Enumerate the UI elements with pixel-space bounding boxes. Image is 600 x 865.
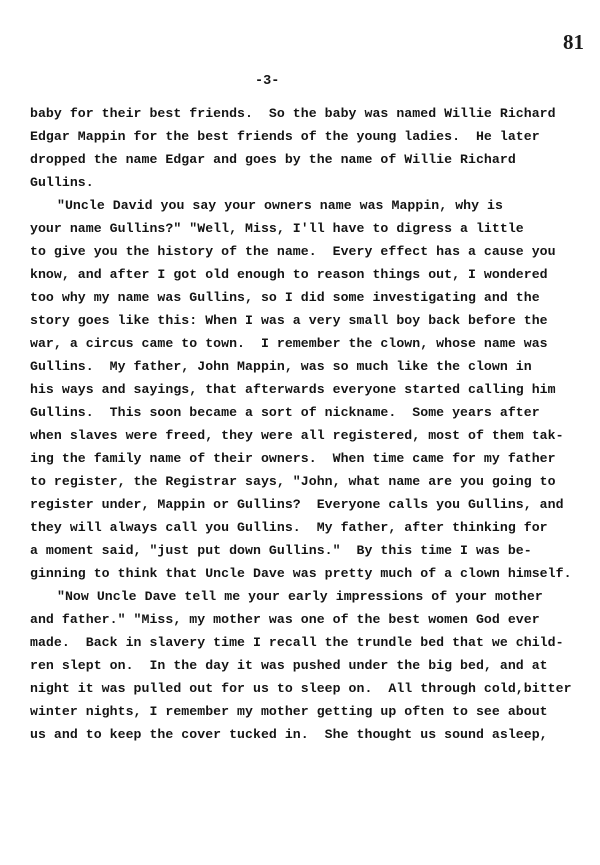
text-line: when slaves were freed, they were all registered, most of them tak-	[30, 428, 564, 443]
text-line: know, and after I got old enough to reason things out, I wondered	[30, 267, 548, 282]
text-line: and father." "Miss, my mother was one of the best women God ever	[30, 612, 540, 627]
text-line: made. Back in slavery time I recall the trundle bed that we child-	[30, 635, 564, 650]
text-line: they will always call you Gullins. My father, after thinking for	[30, 520, 548, 535]
text-line: winter nights, I remember my mother getting up often to see about	[30, 704, 548, 719]
text-line: Gullins. This soon became a sort of nickname. Some years after	[30, 405, 540, 420]
text-line: night it was pulled out for us to sleep on. All through cold,bitter	[30, 681, 572, 696]
text-line: your name Gullins?" "Well, Miss, I'll have to digress a little	[30, 221, 524, 236]
body-text	[30, 102, 570, 746]
page-number: 81	[563, 30, 584, 54]
text-line: dropped the name Edgar and goes by the name of Willie Richard	[30, 152, 516, 167]
text-line: Gullins.	[30, 175, 94, 190]
text-line: "Uncle David you say your owners name was Mappin, why is	[57, 198, 503, 213]
text-line: ren slept on. In the day it was pushed under the big bed, and at	[30, 658, 548, 673]
text-line: Edgar Mappin for the best friends of the young ladies. He later	[30, 129, 540, 144]
text-line: to give you the history of the name. Every effect has a cause you	[30, 244, 556, 259]
text-line: a moment said, "just put down Gullins." By this time I was be-	[30, 543, 532, 558]
text-line: Gullins. My father, John Mappin, was so much like the clown in	[30, 359, 532, 374]
text-line: his ways and sayings, that afterwards everyone started calling him	[30, 382, 556, 397]
text-line: story goes like this: When I was a very small boy back before the	[30, 313, 548, 328]
text-line: us and to keep the cover tucked in. She thought us sound asleep,	[30, 727, 548, 742]
text-line: baby for their best friends. So the baby was named Willie Richard	[30, 106, 556, 121]
text-line: too why my name was Gullins, so I did some investigating and the	[30, 290, 540, 305]
text-line: war, a circus came to town. I remember the clown, whose name was	[30, 336, 548, 351]
text-line: ginning to think that Uncle Dave was pretty much of a clown himself.	[30, 566, 572, 581]
text-line: ing the family name of their owners. When time came for my father	[30, 451, 556, 466]
text-line: to register, the Registrar says, "John, what name are you going to	[30, 474, 556, 489]
text-line: register under, Mappin or Gullins? Everyone calls you Gullins, and	[30, 497, 564, 512]
text-line: "Now Uncle Dave tell me your early impressions of your mother	[57, 589, 543, 604]
typed-page-number: -3-	[255, 74, 280, 89]
